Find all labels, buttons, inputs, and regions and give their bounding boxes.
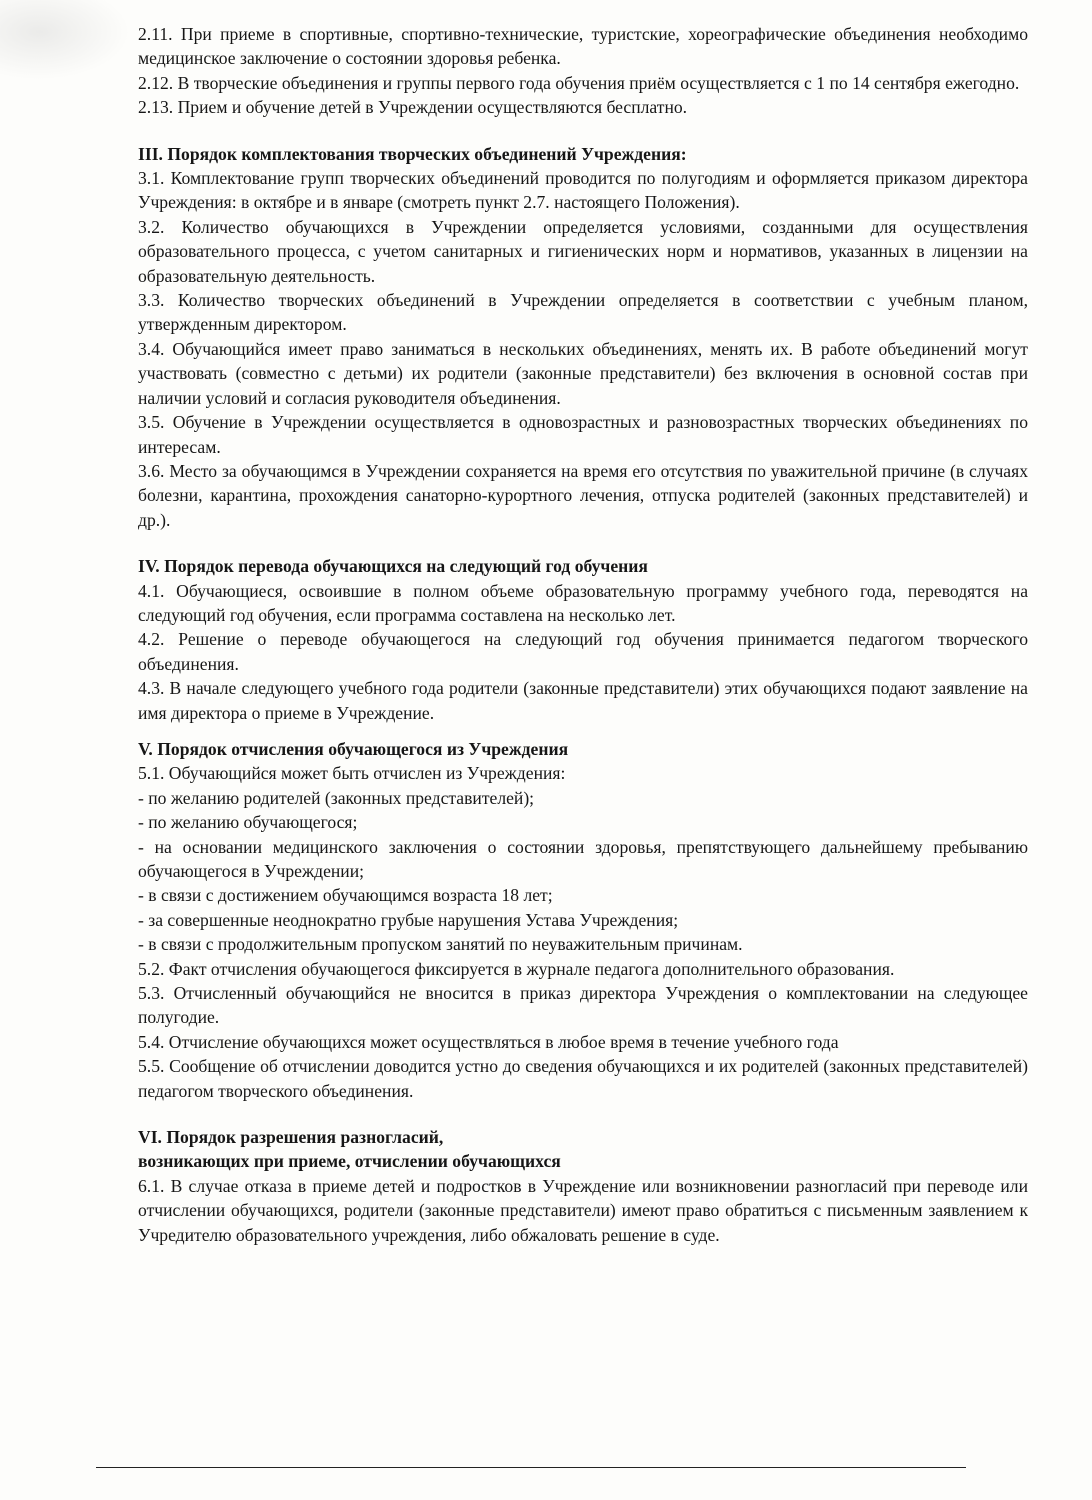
paragraph: - в связи с продолжительным пропуском занятий по неуважительным причинам. xyxy=(138,934,743,955)
paragraph: 5.5. Сообщение об отчислении доводится устно до сведения обучающихся и их родителей (законных представителей) педагогом творческого объединения. xyxy=(138,1056,1028,1101)
paragraph: 3.1. Комплектование групп творческих объединений проводится по полугодиям и оформляется приказом директора Учреждения: в октябре и в январе (смотреть пункт 2.7. настоящего Положения). xyxy=(138,168,1028,213)
paragraph: 3.5. Обучение в Учреждении осуществляется в одновозрастных и разновозрастных творческих объединениях по интересам. xyxy=(138,412,1028,457)
section-gap xyxy=(138,532,1028,554)
paragraph: - в связи с достижением обучающимся возраста 18 лет; xyxy=(138,885,553,906)
scan-smudge xyxy=(0,0,130,80)
paragraph: 2.12. В творческие объединения и группы первого года обучения приём осуществляется с 1 по 14 сентября ежегодно. xyxy=(138,72,1020,93)
section-gap xyxy=(138,1103,1028,1125)
paragraph: 5.3. Отчисленный обучающийся не вносится в приказ директора Учреждения о комплектовании на следующее полугодие. xyxy=(138,983,1028,1028)
paragraph: 4.1. Обучающиеся, освоившие в полном объеме образовательную программу учебного года, переводятся на следующий год обучения, если программа составлена на несколько лет. xyxy=(138,580,1028,625)
section-heading: III. Порядок комплектования творческих объединений Учреждения: xyxy=(138,143,687,164)
paragraph: 4.2. Решение о переводе обучающегося на следующий год обучения принимается педагогом творческого объединения. xyxy=(138,629,1028,674)
section-gap xyxy=(138,120,1028,142)
section-heading: VI. Порядок разрешения разногласий, xyxy=(138,1127,444,1148)
paragraph: - на основании медицинского заключения о состоянии здоровья, препятствующего дальнейшему пребыванию обучающегося в Учреждении; xyxy=(138,836,1028,881)
paragraph: - по желанию родителей (законных представителей); xyxy=(138,787,535,808)
paragraph: 3.2. Количество обучающихся в Учреждении определяется условиями, созданными для осуществления образовательного процесса, с учетом санитарных и гигиенических норм и нормативов, указанных в лицензии на образовательную деятельность. xyxy=(138,216,1028,286)
paragraph: 3.3. Количество творческих объединений в Учреждении определяется в соответствии с учебным планом, утвержденным директором. xyxy=(138,290,1028,335)
paragraph: 5.2. Факт отчисления обучающегося фиксируется в журнале педагога дополнительного образования. xyxy=(138,958,895,979)
section-heading: IV. Порядок перевода обучающихся на следующий год обучения xyxy=(138,556,648,577)
paragraph: 2.11. При приеме в спортивные, спортивно-технические, туристские, хореографические объединения необходимо медицинское заключение о состоянии здоровья ребенка. xyxy=(138,24,1028,69)
paragraph: 5.1. Обучающийся может быть отчислен из Учреждения: xyxy=(138,763,566,784)
paragraph: 6.1. В случае отказа в приеме детей и подростков в Учреждение или возникновении разногласий при переводе или отчислении обучающихся, родители (законные представители) имеют право обратиться с письменным заявлением к Учредителю образовательного учреждения, либо обжаловать решение в суде. xyxy=(138,1175,1028,1245)
document-body xyxy=(138,22,1028,1247)
paragraph: 4.3. В начале следующего учебного года родители (законные представители) этих обучающихся подают заявление на имя директора о приеме в Учреждение. xyxy=(138,678,1028,723)
paragraph: - за совершенные неоднократно грубые нарушения Устава Учреждения; xyxy=(138,909,679,930)
section-heading: возникающих при приеме, отчислении обучающихся xyxy=(138,1151,561,1172)
paragraph: 2.13. Прием и обучение детей в Учреждении осуществляются бесплатно. xyxy=(138,97,688,118)
paragraph: 3.6. Место за обучающимся в Учреждении сохраняется на время его отсутствия по уважительной причине (в случаях болезни, карантина, прохождения санаторно-курортного лечения, отпуска родителей (законных представителей) и др.). xyxy=(138,460,1028,530)
section-gap xyxy=(138,725,1028,737)
paragraph: 5.4. Отчисление обучающихся может осуществляться в любое время в течение учебного года xyxy=(138,1031,839,1052)
paragraph: 3.4. Обучающийся имеет право заниматься в нескольких объединениях, менять их. В работе объединений могут участвовать (совместно с детьми) их родители (законные представители) без включения в основной состав при наличии условий и согласия руководителя объединения. xyxy=(138,338,1028,408)
footer-rule xyxy=(96,1467,966,1468)
section-heading: V. Порядок отчисления обучающегося из Учреждения xyxy=(138,738,569,759)
paragraph: - по желанию обучающегося; xyxy=(138,812,358,833)
